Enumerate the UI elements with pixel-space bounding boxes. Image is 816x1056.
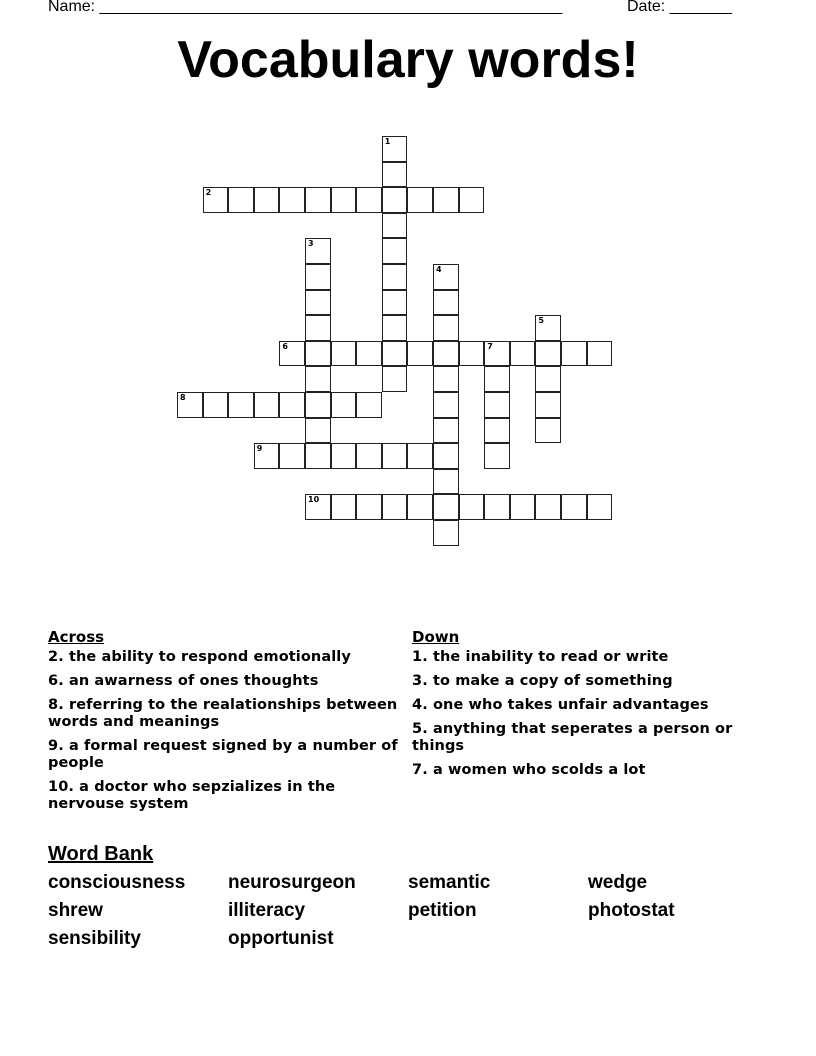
crossword-cell[interactable] [510,341,536,367]
crossword-cell[interactable] [254,187,280,213]
word-bank [48,872,768,950]
crossword-cell[interactable] [407,494,433,520]
across-clues [48,628,408,820]
crossword-cell[interactable] [484,418,510,444]
crossword-cell[interactable] [382,443,408,469]
cell-number: 5 [538,316,544,326]
cell-number: 7 [487,341,493,351]
crossword-cell[interactable] [484,366,510,392]
crossword-cell[interactable] [356,494,382,520]
crossword-cell[interactable] [433,392,459,418]
word-bank-item: illiteracy [228,900,306,921]
crossword-cell[interactable] [305,290,331,316]
crossword-cell[interactable] [177,392,203,418]
crossword-cell[interactable] [254,392,280,418]
crossword-cell[interactable] [587,494,613,520]
crossword-cell[interactable] [331,494,357,520]
crossword-cell[interactable] [305,392,331,418]
clue-down-3 [412,673,772,690]
clue-across-2 [48,649,408,666]
crossword-cell[interactable] [433,443,459,469]
crossword-cell[interactable] [382,315,408,341]
crossword-cell[interactable] [587,341,613,367]
crossword-cell[interactable] [382,162,408,188]
crossword-cell[interactable] [305,494,331,520]
crossword-cell[interactable] [535,392,561,418]
date-field[interactable]: Date: _______ [627,0,732,15]
crossword-cell[interactable] [279,187,305,213]
clue-text: referring to the realationships between words and meanings [48,697,398,730]
crossword-cell[interactable] [305,366,331,392]
crossword-cell[interactable] [382,213,408,239]
clue-number: 6. [48,673,64,689]
crossword-cell[interactable] [433,187,459,213]
crossword-cell[interactable] [561,494,587,520]
clue-text: one who takes unfair advantages [432,697,709,713]
crossword-cell[interactable] [433,520,459,546]
clue-across-6 [48,673,408,690]
crossword-cell[interactable] [382,136,408,162]
cell-number: 9 [256,444,263,454]
down-heading: Down [412,628,460,646]
crossword-cell[interactable] [305,238,331,264]
clue-text: the ability to respond emotionally [68,649,351,665]
cell-number: 6 [282,341,288,351]
crossword-cell[interactable] [433,341,459,367]
page-title: Vocabulary words! [177,31,639,89]
crossword-cell[interactable] [382,341,408,367]
clue-number: 8. [48,697,64,713]
word-bank-item: neurosurgeon [228,872,356,893]
clue-number: 10. [48,779,74,795]
crossword-cell[interactable] [407,187,433,213]
crossword-cell[interactable] [433,469,459,495]
crossword-cell[interactable] [561,341,587,367]
crossword-cell[interactable] [433,290,459,316]
crossword-cell[interactable] [305,315,331,341]
clue-number: 4. [412,697,428,713]
clue-number: 1. [412,649,428,665]
crossword-cell[interactable] [203,392,229,418]
crossword-cell[interactable] [331,443,357,469]
crossword-grid [177,136,617,556]
clue-number: 5. [412,721,428,737]
clue-down-5 [412,721,772,755]
crossword-cell[interactable] [459,494,485,520]
clue-text: a doctor who sepzializes in the nervouse system [48,779,336,812]
crossword-cell[interactable] [356,341,382,367]
crossword-cell[interactable] [535,494,561,520]
word-bank-item: consciousness [48,872,186,893]
crossword-cell[interactable] [535,366,561,392]
clue-across-8 [48,697,408,731]
crossword-cell[interactable] [484,494,510,520]
crossword-cell[interactable] [356,443,382,469]
cell-number: 2 [205,188,212,198]
clue-text: to make a copy of something [432,673,673,689]
crossword-cell[interactable] [382,187,408,213]
crossword-cell[interactable] [228,187,254,213]
clue-number: 3. [412,673,428,689]
crossword-cell[interactable] [254,443,280,469]
crossword-cell[interactable] [433,366,459,392]
crossword-cell[interactable] [407,341,433,367]
clue-down-1 [412,649,772,666]
crossword-cell[interactable] [203,187,229,213]
word-bank-title: Word Bank [48,843,154,865]
crossword-cell[interactable] [535,341,561,367]
crossword-cell[interactable] [356,187,382,213]
crossword-cell[interactable] [305,418,331,444]
crossword-cell[interactable] [305,443,331,469]
crossword-cell[interactable] [484,443,510,469]
crossword-cell[interactable] [459,187,485,213]
crossword-cell[interactable] [382,494,408,520]
crossword-cell[interactable] [382,264,408,290]
clue-text: a formal request signed by a number of people [48,738,398,771]
down-clues [412,628,772,786]
cell-number: 8 [180,393,186,402]
clue-text: a women who scolds a lot [432,762,646,778]
crossword-cell[interactable] [535,418,561,444]
crossword-cell[interactable] [484,341,510,367]
word-bank-item: petition [408,900,477,921]
crossword-cell[interactable] [382,290,408,316]
crossword-cell[interactable] [305,341,331,367]
clue-number: 2. [48,649,64,665]
clue-across-10 [48,779,408,813]
crossword-cell[interactable] [535,315,561,341]
cell-number: 3 [308,239,314,249]
crossword-cell[interactable] [331,392,357,418]
crossword-cell[interactable] [382,366,408,392]
across-heading: Across [48,628,105,646]
clue-number: 7. [412,762,428,778]
crossword-cell[interactable] [356,392,382,418]
clue-text: anything that seperates a person or things [412,721,733,754]
crossword-cell[interactable] [331,341,357,367]
cell-number: 10 [308,495,320,505]
crossword-cell[interactable] [279,443,305,469]
crossword-cell[interactable] [433,264,459,290]
crossword-cell[interactable] [331,187,357,213]
clue-text: an awarness of ones thoughts [68,673,319,689]
cell-number: 1 [384,137,391,146]
crossword-cell[interactable] [279,341,305,367]
crossword-cell[interactable] [279,392,305,418]
word-bank-item: shrew [48,900,103,921]
crossword-cell[interactable] [305,187,331,213]
crossword-cell[interactable] [382,238,408,264]
clue-down-7 [412,762,772,779]
crossword-cell[interactable] [433,494,459,520]
crossword-cell[interactable] [433,418,459,444]
clue-text: the inability to read or write [432,649,669,665]
crossword-cell[interactable] [484,392,510,418]
word-bank-item: sensibility [48,928,141,949]
crossword-cell[interactable] [305,264,331,290]
crossword-cell[interactable] [433,315,459,341]
clue-number: 9. [48,738,64,754]
cell-number: 4 [436,265,442,274]
crossword-cell[interactable] [510,494,536,520]
crossword-cell[interactable] [459,341,485,367]
word-bank-item: opportunist [228,928,334,949]
clue-down-4 [412,697,772,714]
name-field[interactable]: Name: ____________________________________________________ [48,0,563,15]
word-bank-item: wedge [588,872,648,893]
crossword-cell[interactable] [228,392,254,418]
word-bank-item: photostat [588,900,675,921]
crossword-cell[interactable] [407,443,433,469]
word-bank-item: semantic [408,872,491,893]
clue-across-9 [48,738,408,772]
